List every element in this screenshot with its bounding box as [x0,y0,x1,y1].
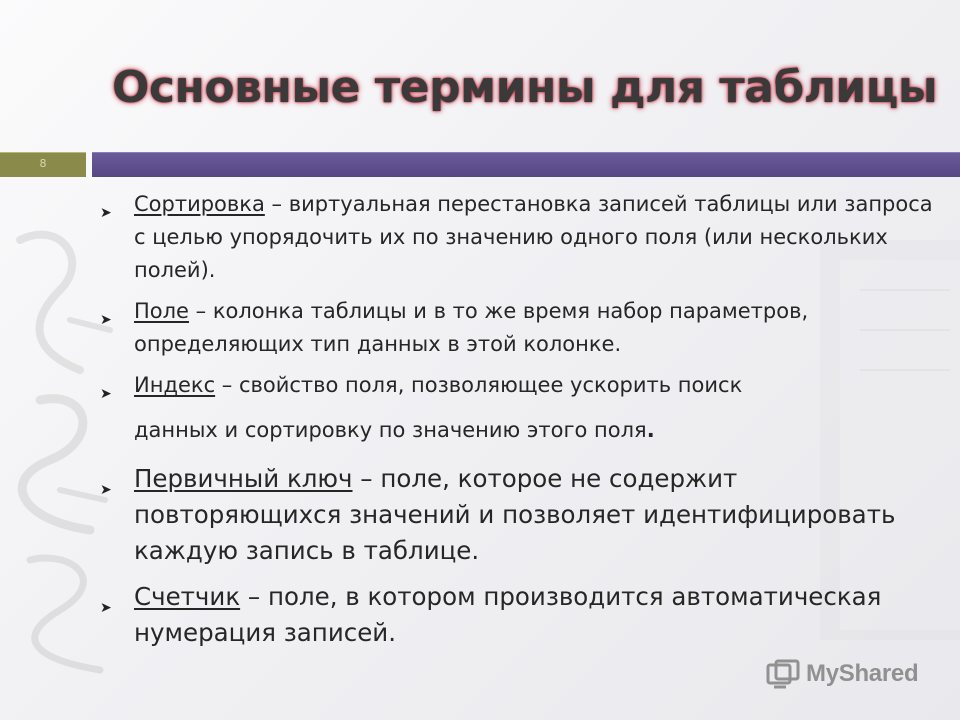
definition-text: – свойство поля, позволяющее ускорить поиск [215,373,743,397]
term-counter: Счетчик [134,582,241,611]
list-item [100,461,940,569]
term-sorting: Сортировка [134,192,265,216]
myshared-logo-text: MyShared [806,660,919,687]
slide-title: Основные термины для таблицы [112,62,938,113]
term-primary-key: Первичный ключ [134,464,353,493]
term-list [100,188,940,651]
definition-text: – поле, в котором производится автоматическая нумерация записей. [134,582,882,647]
chevron-right-icon: ➤ [100,600,112,616]
accent-bar [92,152,960,177]
header-bar [0,152,960,176]
definition-period: . [646,418,655,442]
term-index: Индекс [134,373,216,397]
chevron-right-icon: ➤ [100,312,112,328]
definition-text: – виртуальная перестановка записей таблицы или запроса с целью упорядочить их по значению одного поля (или нескольких полей). [134,192,933,282]
term-field: Поле [134,299,189,323]
definition-text-continued [134,414,940,447]
chevron-right-icon: ➤ [100,482,112,498]
slide-number: 8 [39,157,47,170]
list-item [100,188,940,287]
list-item [100,369,940,447]
list-item [100,579,940,651]
slide-number-bar [0,152,86,177]
myshared-watermark [766,656,918,692]
chevron-right-icon: ➤ [100,386,112,402]
definition-text-line2: данных и сортировку по значению этого поля [134,418,647,442]
chevron-right-icon: ➤ [100,205,112,221]
definition-text: – поле, которое не содержит повторяющихся значений и позволяет идентифицировать каждую запись в таблице. [134,464,896,565]
list-item [100,295,940,361]
definition-text: – колонка таблицы и в то же время набор параметров, определяющих тип данных в этой колонке. [134,299,809,356]
myshared-logo-icon [766,659,800,689]
